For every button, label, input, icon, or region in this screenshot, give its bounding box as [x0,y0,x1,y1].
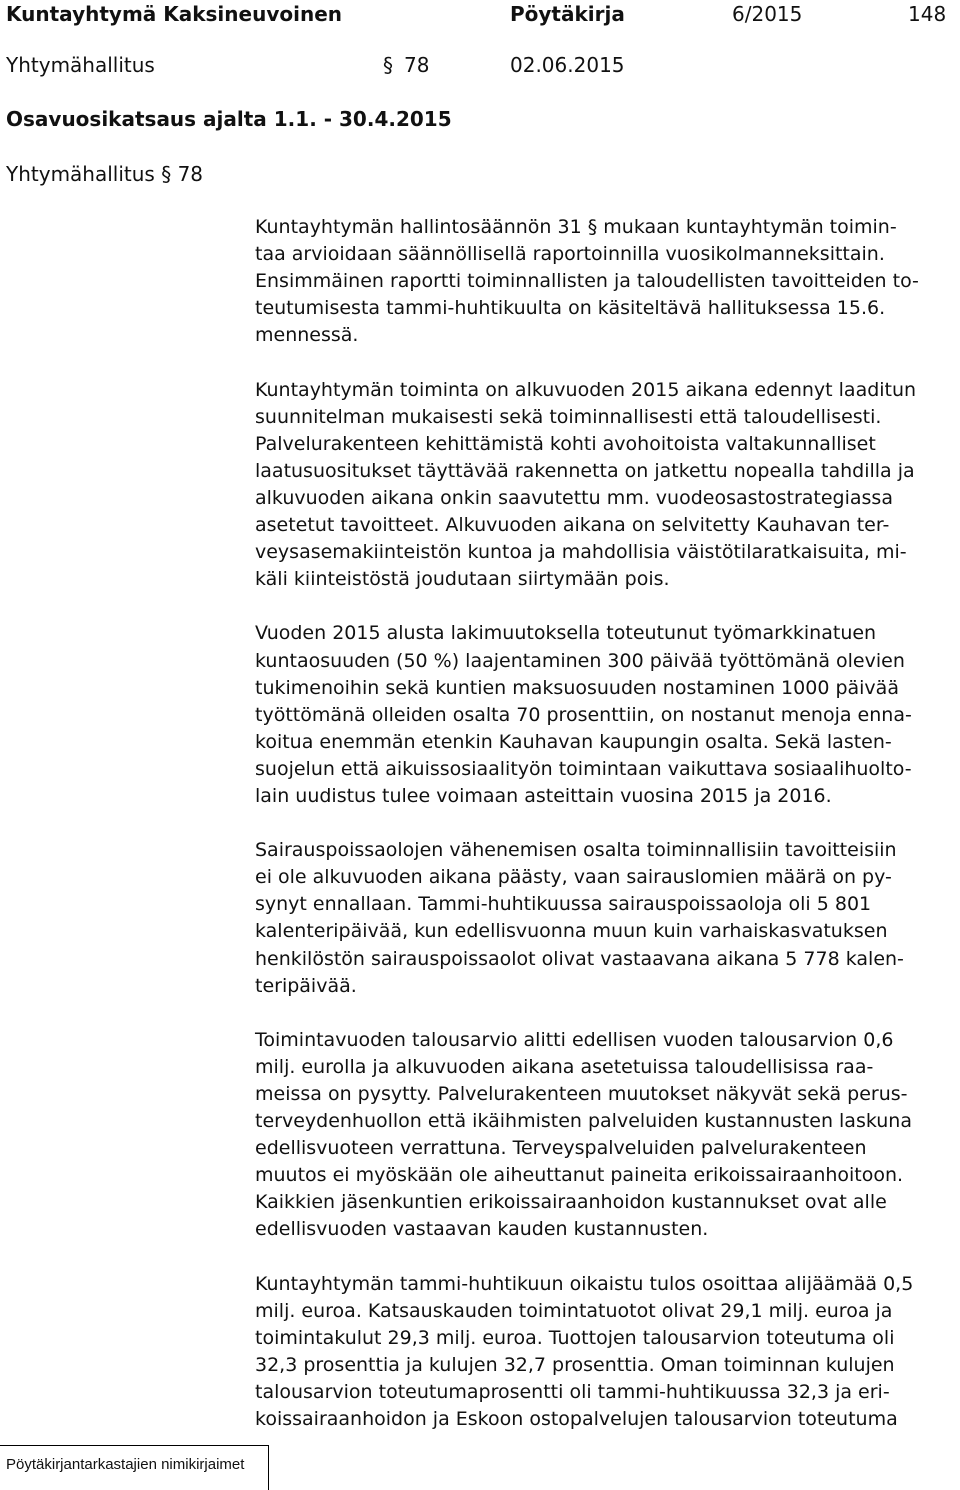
paragraph [255,1271,957,1434]
governing-body: Yhtymähallitus [6,53,155,77]
text-line: työttömänä olleiden osalta 70 prosenttiin, on nostanut menoja enna- [255,703,912,726]
text-line: edellisvuoteen verrattuna. Terveyspalveluiden palvelurakenteen [255,1137,867,1160]
text-line: veysasemakiinteistön kuntoa ja mahdollisia väistötilaratkaisuita, mi- [255,541,907,564]
text-line: muutos ei myöskään ole aiheuttanut paineita erikoissairaanhoitoon. [255,1164,904,1187]
text-line: suojelun että aikuissosiaalityön toimintaan vaikuttava sosiaalihuolto- [255,757,912,780]
text-line: asetetut tavoitteet. Alkuvuoden aikana on selvitetty Kauhavan ter- [255,514,890,537]
inspector-initials-box [0,1445,269,1490]
text-line: koissairaanhoidon ja Eskoon ostopalvelujen talousarvion toteutuma [255,1408,898,1431]
text-line: mennessä. [255,324,359,347]
text-line: Kuntayhtymän tammi-huhtikuun oikaistu tulos osoittaa alijäämää 0,5 [255,1272,914,1295]
text-line: synyt ennallaan. Tammi-huhtikuussa sairauspoissaoloja oli 5 801 [255,893,872,916]
text-line: Kaikkien jäsenkuntien erikoissairaanhoidon kustannukset ovat alle [255,1191,887,1214]
text-line: suunnitelman mukaisesti sekä toiminnallisesti että taloudellisesti. [255,405,882,428]
paragraph [255,620,957,810]
text-line: tukimenoihin sekä kuntien maksuosuuden nostaminen 1000 päivää [255,676,899,699]
document-body [255,214,957,1433]
side-label: Yhtymähallitus § 78 [6,162,204,186]
text-line: meissa on pysytty. Palvelurakenteen muutokset näkyvät sekä perus- [255,1083,908,1105]
text-line: Toimintavuoden talousarvio alitti edellisen vuoden talousarvion 0,6 [255,1028,894,1051]
text-line: teripäivää. [255,974,357,997]
paragraph [255,1027,957,1244]
document-type: Pöytäkirja [510,2,625,26]
text-line: teutumisesta tammi-huhtikuulta on käsiteltävä hallituksessa 15.6. [255,297,886,320]
text-line: henkilöstön sairauspoissaolot olivat vastaavana aikana 5 778 kalen- [255,947,904,970]
text-line: toimintakulut 29,3 milj. euroa. Tuottojen talousarvion toteutuma oli [255,1326,895,1349]
issue-number: 6/2015 [732,2,803,26]
text-line: alkuvuoden aikana onkin saavutettu mm. vuodeosastostrategiassa [255,486,893,509]
text-line: terveydenhuollon että ikäihmisten palveluiden kustannusten laskuna [255,1110,912,1133]
text-line: Sairauspoissaolojen vähenemisen osalta toiminnallisiin tavoitteisiin [255,839,897,862]
organization-name: Kuntayhtymä Kaksineuvoinen [6,2,343,26]
page-number: 148 [908,2,947,26]
section-title: Osavuosikatsaus ajalta 1.1. - 30.4.2015 [6,107,452,131]
inspector-initials-label: Pöytäkirjantarkastajien nimikirjaimet [6,1456,245,1473]
text-line: milj. euroa. Katsauskauden toimintatuotot olivat 29,1 milj. euroa ja [255,1299,893,1322]
text-line: milj. eurolla ja alkuvuoden aikana asetetuissa taloudellisissa raa- [255,1055,874,1078]
text-line: taa arvioidaan säännöllisellä raportoinnilla vuosikolmanneksittain. [255,243,885,266]
paragraph [255,214,957,349]
meeting-date: 02.06.2015 [510,53,625,77]
text-line: Vuoden 2015 alusta lakimuutoksella toteutunut työmarkkinatuen [255,622,877,645]
section-symbol: § [383,53,393,77]
text-line: edellisvuoden vastaavan kauden kustannusten. [255,1218,709,1241]
text-line: koitua enemmän etenkin Kauhavan kaupungin osalta. Sekä lasten- [255,730,892,753]
text-line: 32,3 prosenttia ja kulujen 32,7 prosenttia. Oman toiminnan kulujen [255,1353,895,1376]
text-line: ei ole alkuvuoden aikana päästy, vaan sairauslomien määrä on py- [255,866,892,889]
text-line: kuntaosuuden (50 %) laajentaminen 300 päivää työttömänä olevien [255,649,905,672]
text-line: lain uudistus tulee voimaan asteittain vuosina 2015 ja 2016. [255,784,832,807]
text-line: käli kiinteistöstä joudutaan siirtymään pois. [255,568,670,591]
text-line: Ensimmäinen raportti toiminnallisten ja taloudellisten tavoitteiden to- [255,270,919,293]
paragraph [255,837,957,1000]
text-line: Kuntayhtymän hallintosäännön 31 § mukaan kuntayhtymän toimin- [255,216,897,238]
text-line: kalenteripäivää, kun edellisvuonna muun kuin varhaiskasvatuksen [255,920,888,943]
section-number: 78 [404,53,430,77]
text-line: talousarvion toteutumaprosentti oli tammi-huhtikuussa 32,3 ja eri- [255,1381,890,1404]
text-line: laatusuositukset täyttävää rakennetta on jatkettu nopealla tahdilla ja [255,459,915,482]
paragraph [255,377,957,594]
text-line: Kuntayhtymän toiminta on alkuvuoden 2015 aikana edennyt laaditun [255,378,917,401]
text-line: Palvelurakenteen kehittämistä kohti avohoitoista valtakunnalliset [255,432,876,455]
